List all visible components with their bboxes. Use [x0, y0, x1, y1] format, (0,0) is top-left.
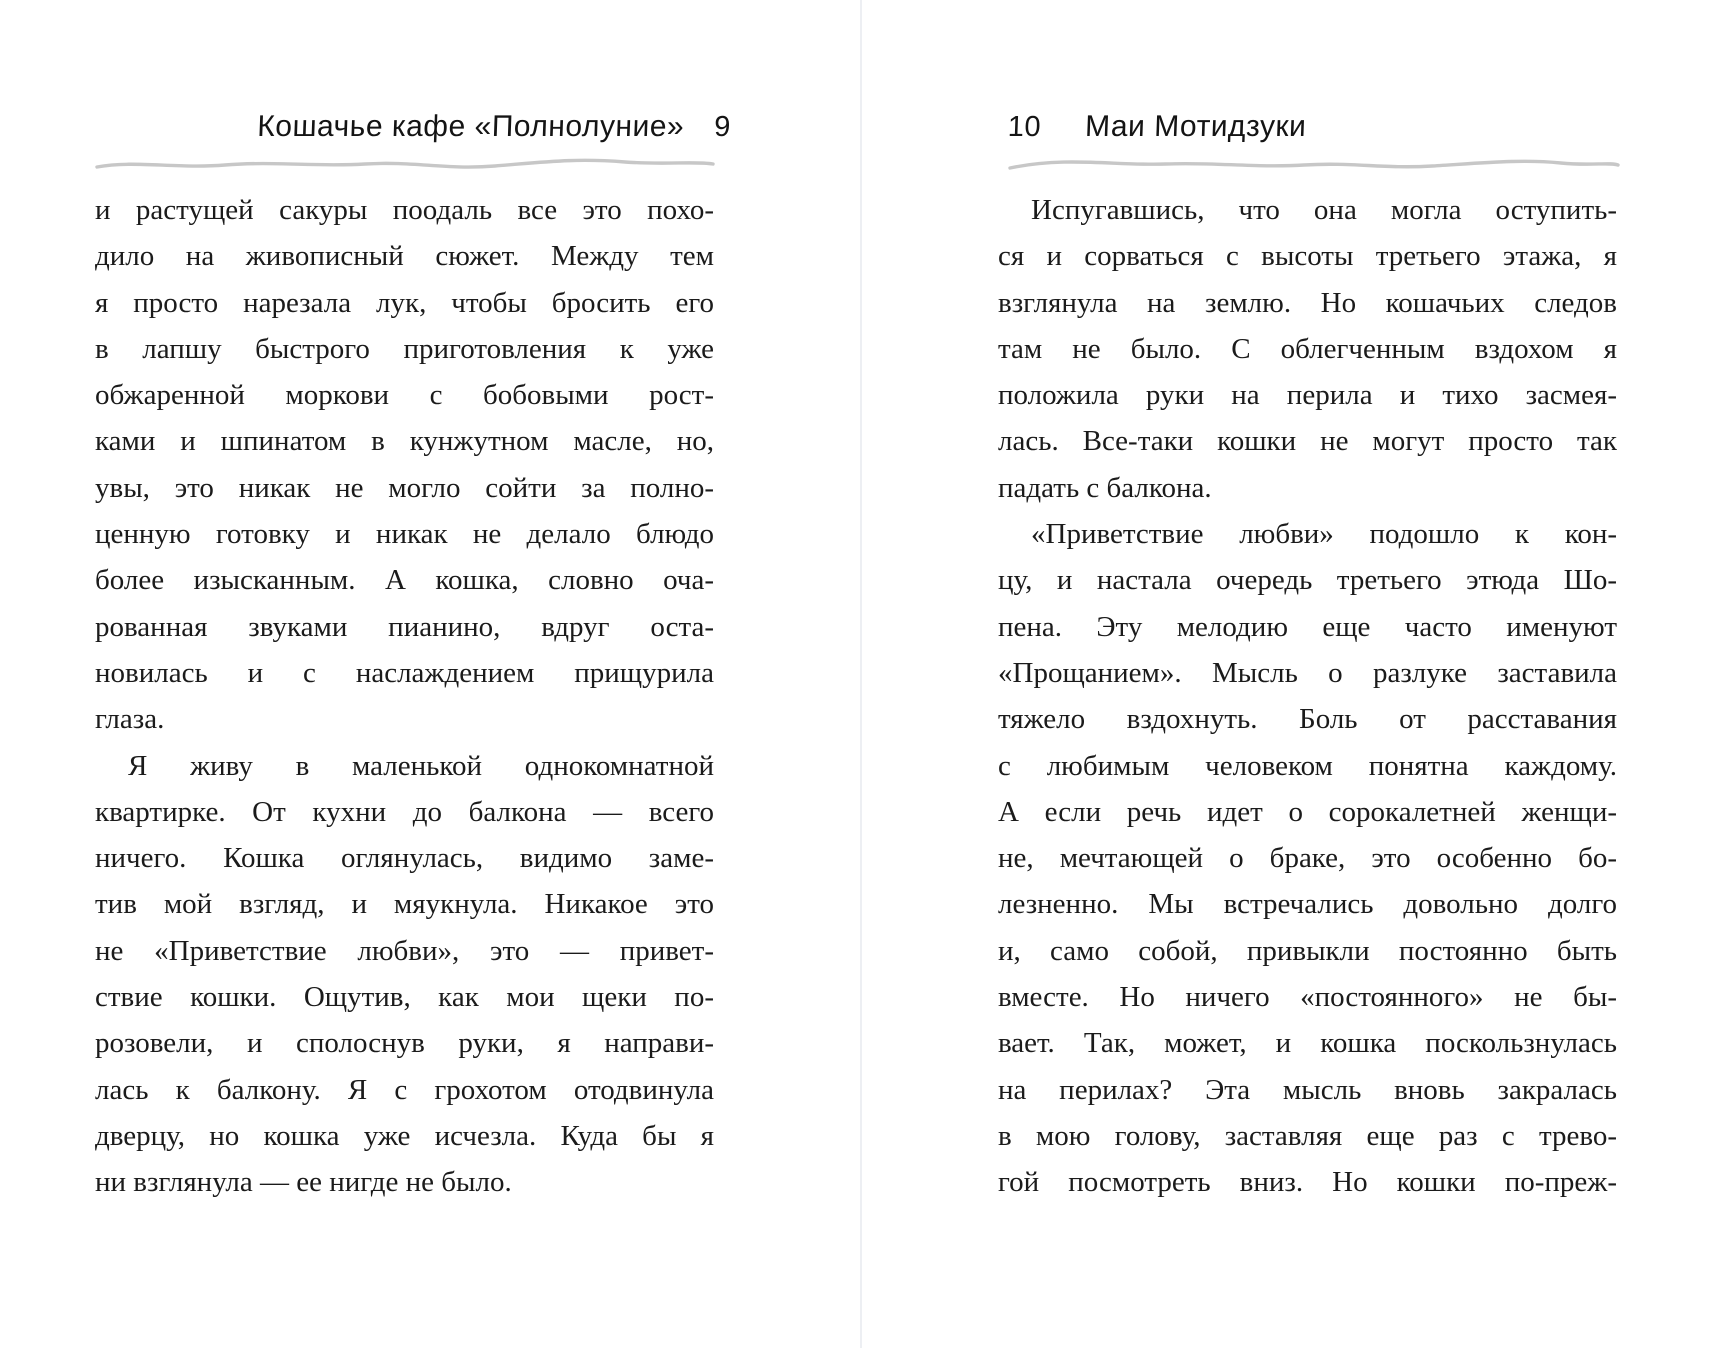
text-line: там не было. С облегченным вздохом я [998, 332, 1617, 365]
text-line: падать с балкона. [998, 471, 1212, 504]
right-page-number: 10 [1007, 111, 1042, 143]
wavy-line-icon [95, 152, 715, 174]
text-line: глаза. [95, 703, 165, 736]
text-line: А если речь идет о сорокалетней женщи- [998, 795, 1617, 828]
text-line: лась к балкону. Я с грохотом отодвинула [95, 1073, 714, 1106]
text-line: и, само собой, привыкли постоянно быть [998, 934, 1617, 967]
left-page-number: 9 [713, 111, 732, 143]
text-line: тяжело вздохнуть. Боль от расставания [998, 703, 1617, 736]
left-squiggle-rule [95, 152, 715, 174]
text-line: ками и шпинатом в кунжутном масле, но, [95, 425, 714, 458]
text-line: дверцу, но кошка уже исчезла. Куда бы я [95, 1119, 714, 1152]
text-line: с любимым человеком понятна каждому. [998, 749, 1617, 782]
text-line: дило на живописный сюжет. Между тем [95, 240, 714, 273]
right-page-header [1007, 98, 1628, 144]
text-line: положила руки на перила и тихо засмея- [998, 379, 1617, 412]
text-line: ни взглянула — ее нигде не было. [95, 1166, 512, 1199]
text-line: Испугавшись, что она могла оступить- [1031, 194, 1617, 226]
text-line: рованная звуками пианино, вдруг оста- [95, 610, 714, 643]
text-line: тив мой взгляд, и мяукнула. Никакое это [95, 888, 714, 921]
text-line: не, мечтающей о браке, это особенно бо- [998, 842, 1617, 875]
text-line: более изысканным. А кошка, словно оча- [95, 564, 714, 597]
text-line: увы, это никак не могло сойти за полно- [95, 471, 714, 504]
text-line: гой посмотреть вниз. Но кошки по-преж- [998, 1166, 1617, 1199]
text-line: квартирке. От кухни до балкона — всего [95, 795, 714, 828]
text-line: новилась и с наслаждением прищурила [95, 656, 714, 689]
right-header-author: Маи Мотидзуки [1084, 110, 1307, 143]
text-line: Я живу в маленькой однокомнатной [128, 749, 714, 782]
text-line: ценную готовку и никак не делало блюдо [95, 518, 714, 551]
text-line: обжаренной моркови с бобовыми рост- [95, 379, 714, 412]
left-page-text [95, 187, 714, 1206]
text-line: взглянула на землю. Но кошачьих следов [998, 286, 1617, 319]
wavy-line-icon [1008, 152, 1620, 174]
left-page-header [94, 98, 732, 144]
text-line: «Приветствие любви» подошло к кон- [1031, 518, 1617, 551]
text-line: вает. Так, может, и кошка поскользнулась [998, 1027, 1617, 1060]
text-line: ствие кошки. Ощутив, как мои щеки по- [95, 981, 714, 1014]
right-page-text [998, 187, 1617, 1206]
text-line: в лапшу быстрого приготовления к уже [95, 332, 714, 365]
text-line: я просто нарезала лук, чтобы бросить его [95, 286, 714, 319]
text-line: цу, и настала очередь третьего этюда Шо- [998, 564, 1617, 597]
text-line: ся и сорваться с высоты третьего этажа, я [998, 240, 1617, 273]
text-line: розовели, и сполоснув руки, я направи- [95, 1027, 714, 1060]
text-line: пена. Эту мелодию еще часто именуют [998, 610, 1617, 643]
text-line: лась. Все-таки кошки не могут просто так [998, 425, 1617, 458]
text-line: и растущей сакуры поодаль все это похо- [95, 194, 714, 226]
text-line: «Прощанием». Мысль о разлуке заставила [998, 656, 1617, 689]
right-squiggle-rule [1008, 152, 1620, 174]
text-line: в мою голову, заставляя еще раз с трево- [998, 1119, 1617, 1152]
left-header-title: Кошачье кафе «Полнолуние» [256, 110, 685, 143]
text-line: ничего. Кошка оглянулась, видимо заме- [95, 842, 714, 875]
text-line: лезненно. Мы встречались довольно долго [998, 888, 1617, 921]
text-line: на перилах? Эта мысль вновь закралась [998, 1073, 1617, 1106]
text-line: вместе. Но ничего «постоянного» не бы- [998, 981, 1617, 1014]
text-line: не «Приветствие любви», это — привет- [95, 934, 714, 967]
page-gutter-divider [860, 0, 862, 1348]
